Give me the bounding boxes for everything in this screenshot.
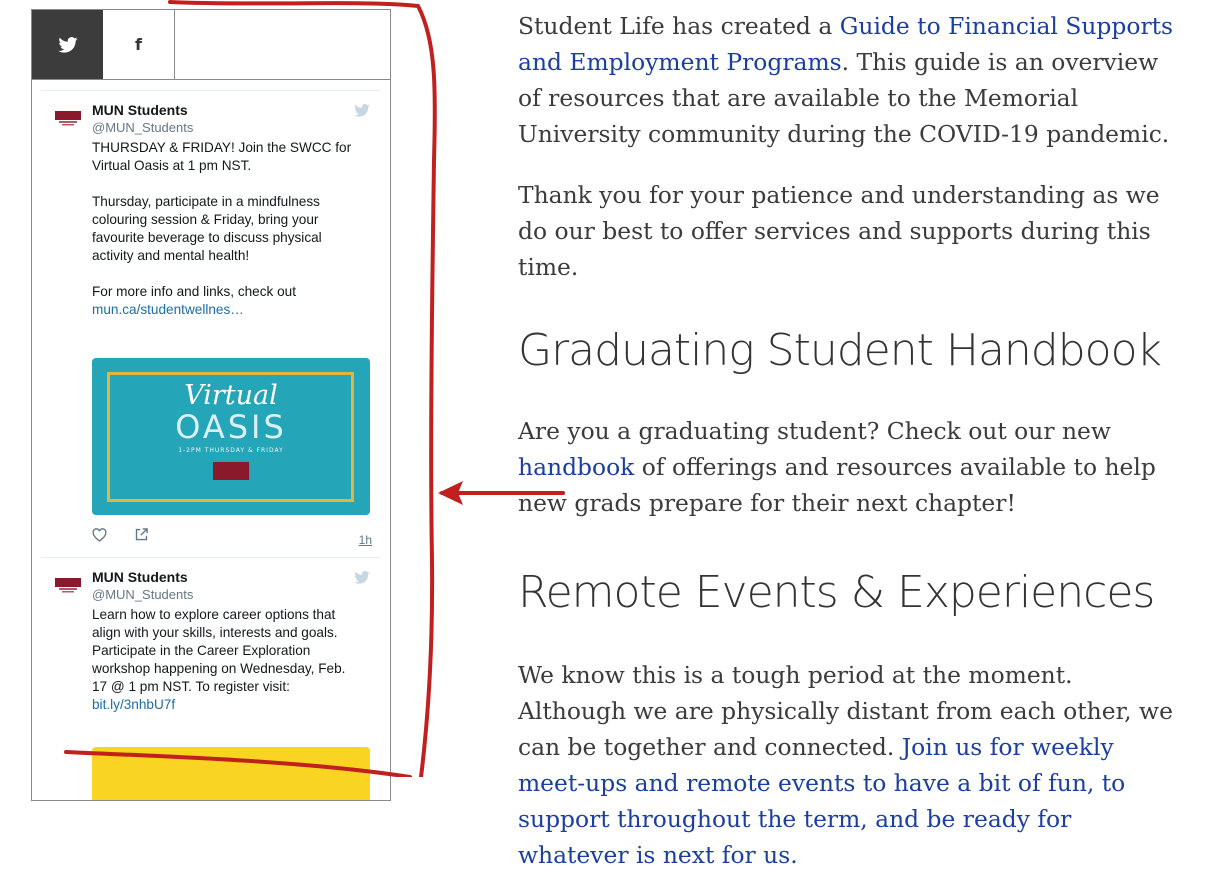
tweet-media-image[interactable]	[92, 358, 370, 515]
twitter-bird-icon	[58, 37, 78, 53]
facebook-icon: f	[135, 35, 142, 54]
tweet-timestamp[interactable]: 1h	[358, 533, 372, 547]
share-icon[interactable]	[134, 527, 149, 542]
tweet-feed[interactable]	[41, 90, 380, 801]
paragraph-text: Student Life has created a	[518, 12, 840, 40]
twitter-logo-icon[interactable]	[354, 104, 370, 117]
tweet-text: THURSDAY & FRIDAY! Join the SWCC for Virtual Oasis at 1 pm NST. Thursday, participate in a mindfulness colouring session & Friday, bring your favourite beverage to discuss physical activity and mental health! For more info and links, check out	[92, 140, 352, 299]
media-title: OASIS	[175, 408, 287, 446]
media-title-script: Virtual	[184, 380, 278, 411]
annotation-arrowhead	[438, 481, 463, 505]
patience-paragraph: Thank you for your patience and understanding as we do our best to offer services and supports during this time.	[518, 181, 1160, 281]
tab-facebook[interactable]	[103, 10, 175, 79]
tab-twitter[interactable]	[32, 10, 103, 79]
graduating-handbook-heading: Graduating Student Handbook	[518, 325, 1161, 376]
social-feed-widget	[31, 9, 391, 801]
remote-events-heading: Remote Events & Experiences	[518, 567, 1155, 618]
handbook-link[interactable]: handbook	[518, 453, 635, 481]
like-heart-icon[interactable]	[92, 528, 107, 542]
tweet-media-image[interactable]	[92, 747, 370, 801]
handbook-paragraph	[518, 413, 1178, 521]
tweet-link[interactable]: bit.ly/3nhbU7f	[92, 697, 176, 712]
tweet-author-handle[interactable]: @MUN_Students	[92, 120, 194, 135]
main-content	[518, 8, 1178, 873]
tweet-author-name[interactable]: MUN Students	[92, 569, 188, 585]
weekly-meetups-link[interactable]: Join us for weekly meet-ups and remote events to have a bit of fun, to support throughout the term, and be ready for whatever is next for us.	[518, 733, 1126, 869]
paragraph-text: We know this is a tough period at the moment. Although we are physically distant from each other, we can be together and connected.	[518, 661, 1173, 761]
tweet-link[interactable]: mun.ca/studentwellnes…	[92, 302, 244, 317]
remote-events-paragraph	[518, 657, 1178, 873]
paragraph-text: . This guide is an overview of resources that are available to the Memorial University community during the COVID-19 pandemic.	[518, 48, 1170, 148]
tweet-actions	[92, 515, 380, 557]
avatar[interactable]	[55, 574, 81, 594]
financial-supports-paragraph	[518, 8, 1178, 152]
tweet-text: Learn how to explore career options that align with your skills, interests and goals. Participate in the Career Exploration workshop happening on Wednesday, Feb. 17 @ 1 pm NST. To register visit:	[92, 607, 346, 694]
twitter-logo-icon[interactable]	[354, 571, 370, 584]
tweet[interactable]	[41, 90, 380, 557]
financial-guide-link[interactable]: Guide to Financial Supports and Employment Programs	[518, 12, 1174, 76]
tweet[interactable]	[41, 557, 380, 801]
media-subtitle: 1-2PM THURSDAY & FRIDAY	[178, 447, 284, 454]
paragraph-text: Are you a graduating student? Check out our new	[518, 417, 1111, 445]
tweet-author-handle[interactable]: @MUN_Students	[92, 587, 194, 602]
tweet-author-name[interactable]: MUN Students	[92, 102, 188, 118]
paragraph-text: of offerings and resources available to help new grads prepare for their next chapter!	[518, 453, 1156, 517]
social-tabs	[32, 10, 390, 80]
memorial-logo	[213, 462, 249, 480]
avatar[interactable]	[55, 107, 81, 127]
